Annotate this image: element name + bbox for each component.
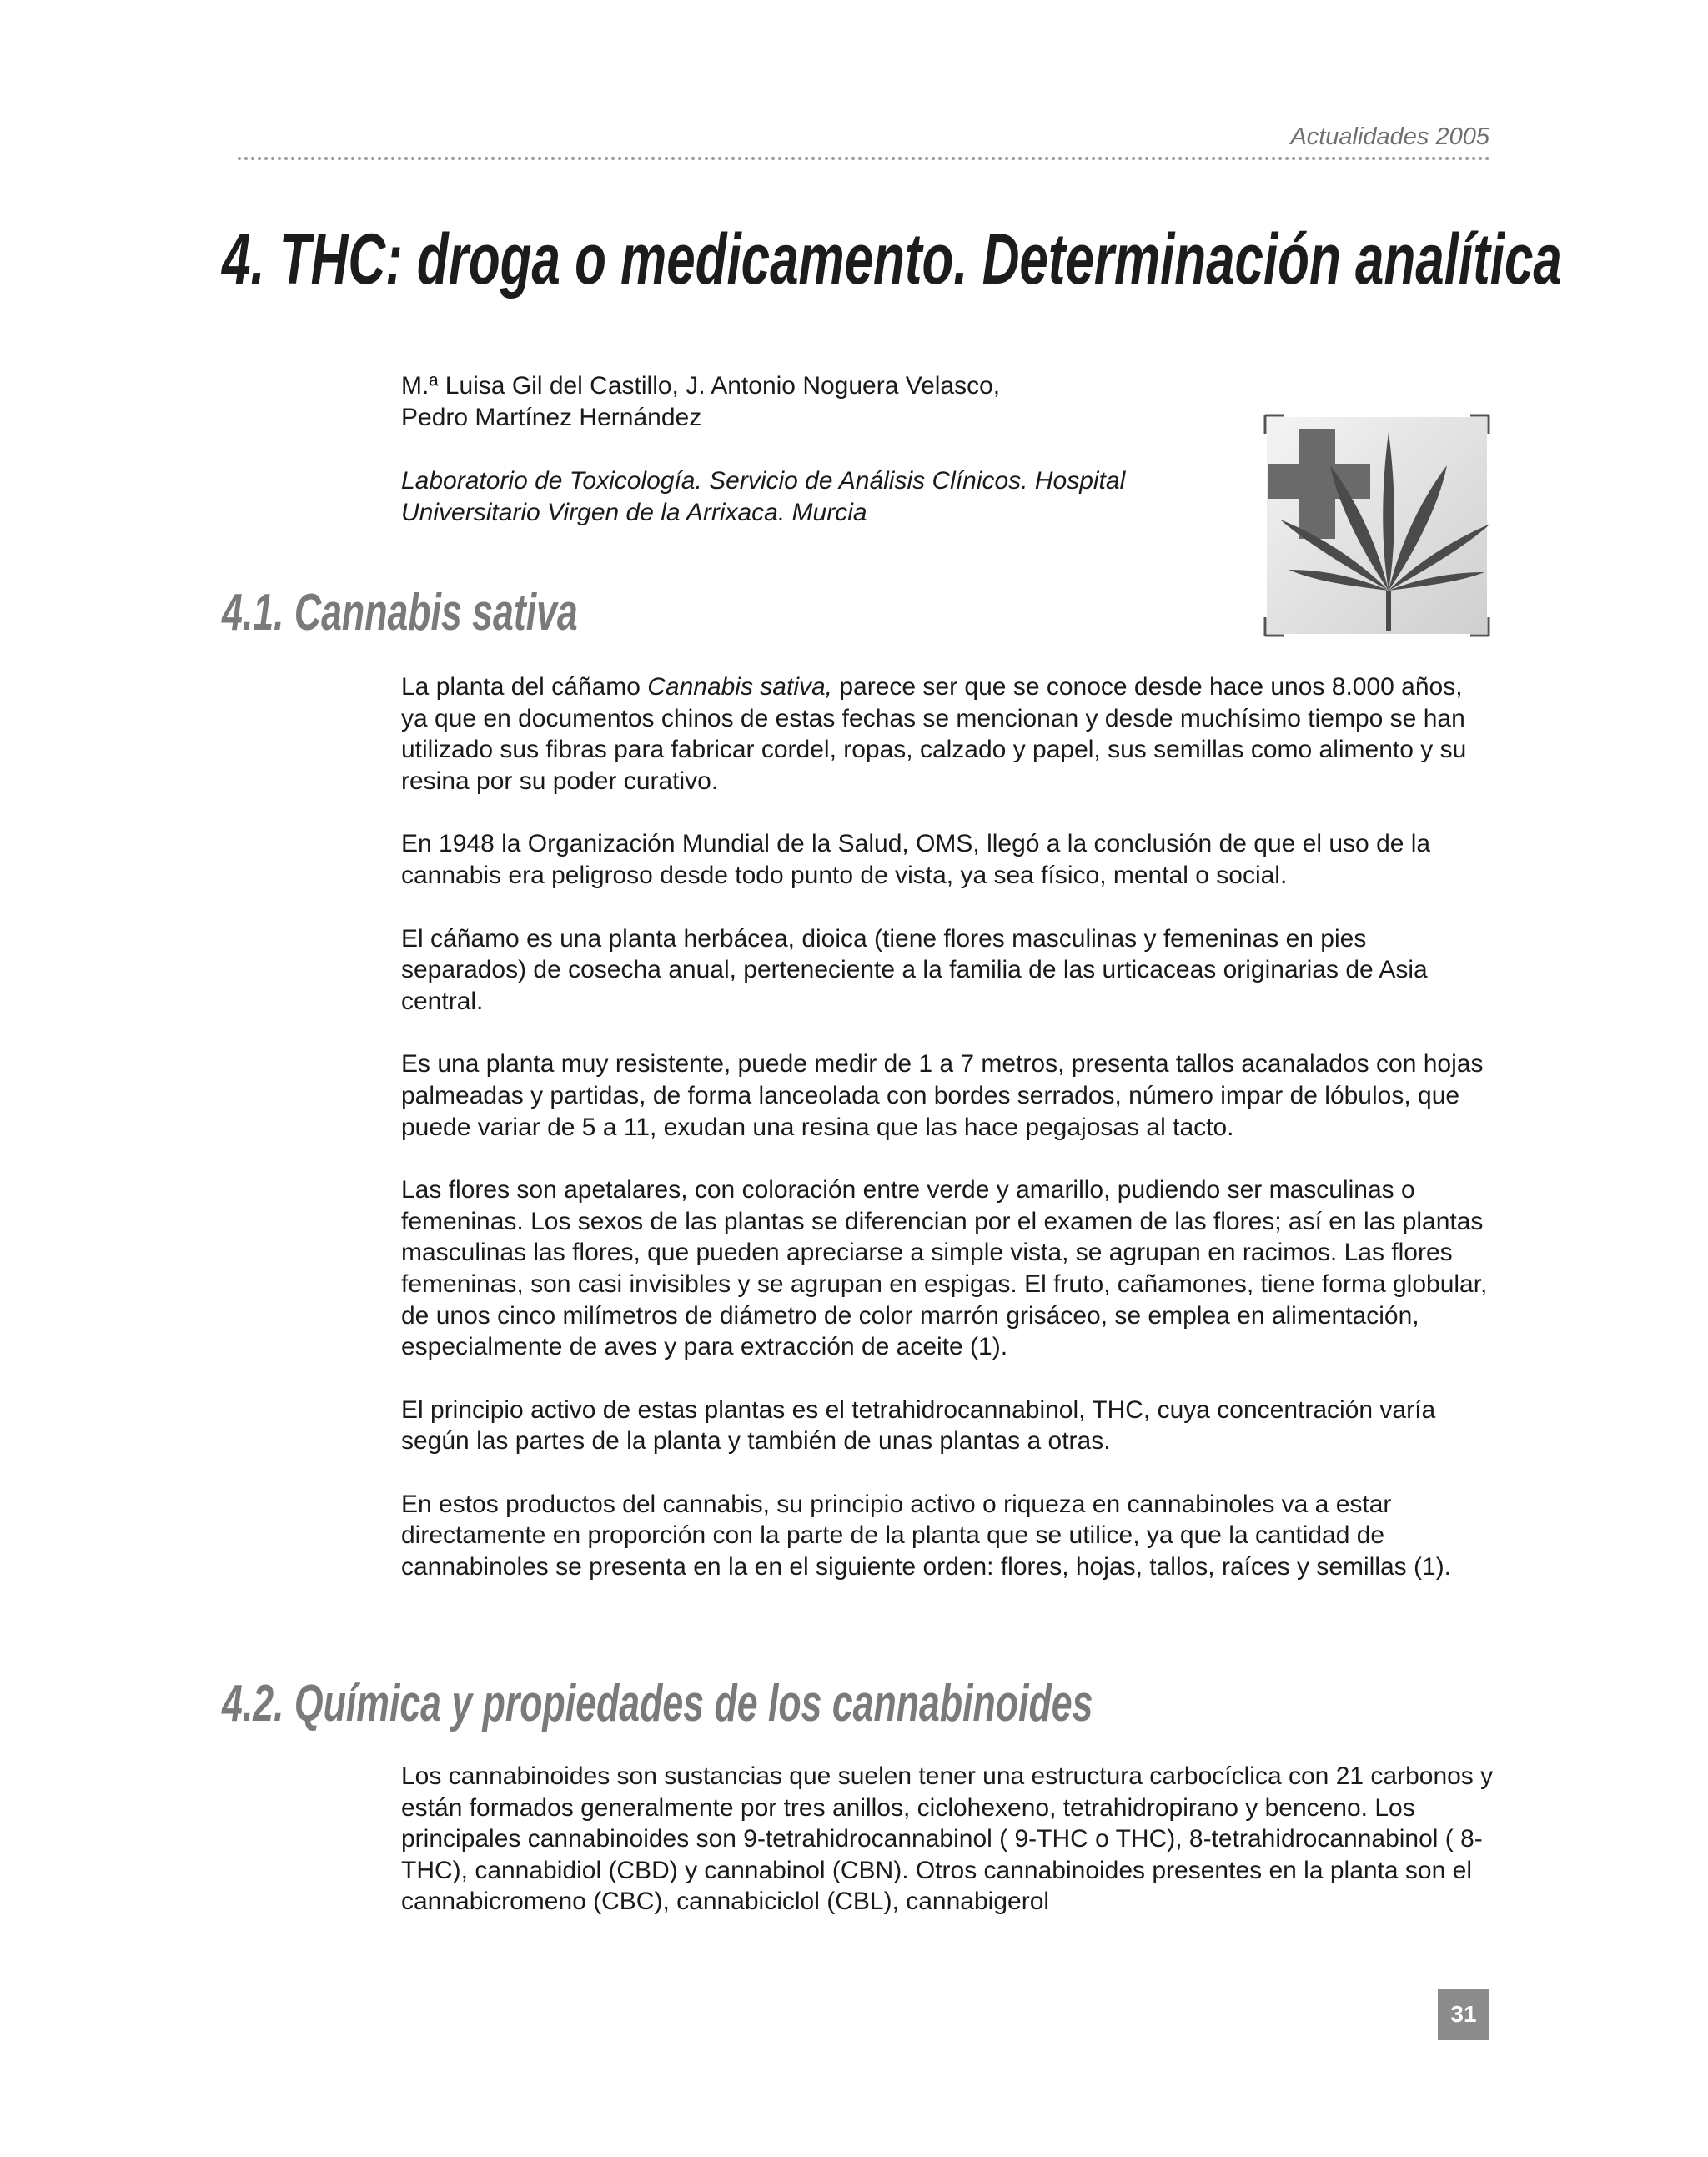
figure-graphic [1263, 414, 1490, 637]
paragraph: En 1948 la Organización Mundial de la Salud, OMS, llegó a la conclusión de que el uso de la cannabis era peligroso desde todo punto de vista, ya sea físico, mental o social. [401, 830, 1431, 889]
running-head: Actualidades 2005 [1290, 123, 1489, 150]
affiliation-line: Universitario Virgen de la Arrixaca. Murcia [401, 499, 867, 526]
paragraph: Los cannabinoides son sustancias que suelen tener una estructura carbocíclica con 21 carbonos y están formados generalmente por tres anillos, ciclohexeno, tetrahidropirano y benceno. Los principales cannabinoides son 9-tetrahidrocannabinol ( 9-THC o THC), 8-tetrahidrocannabinol ( 8-THC), cannabidiol (CBD) y cannabinol (CBN). Otros cannabinoides presentes en la planta son el cannabicromeno (CBC), cannabiciclol (CBL), cannabigerol [401, 1762, 1494, 1916]
chapter-title: 4. THC: droga o medicamento. Determinación analítica [222, 219, 1562, 299]
section-title: 4.2. Química y propiedades de los cannabinoides [222, 1675, 1093, 1732]
dotted-divider [238, 157, 1490, 160]
paragraph-text: La planta del cáñamo [401, 673, 648, 701]
paragraph: El principio activo de estas plantas es el tetrahidrocannabinol, THC, cuya concentración varía según las partes de la planta y también de unas plantas a otras. [401, 1395, 1436, 1456]
section-body [401, 1761, 1494, 1918]
authors-line: M.ª Luisa Gil del Castillo, J. Antonio Noguera Velasco, [401, 372, 1001, 400]
paragraph: En estos productos del cannabis, su principio activo o riqueza en cannabinoles va a estar directamente en proporción con la parte de la planta que se utilice, ya que la cantidad de cannabinoles se presenta en la en el siguiente orden: flores, hojas, tallos, raíces y semillas (1). [401, 1490, 1452, 1581]
authors [401, 370, 1152, 434]
paragraph: Las flores son apetalares, con coloración entre verde y amarillo, pudiendo ser masculinas o femeninas. Los sexos de las plantas se diferencian por el examen de las flores; así en las plantas masculinas las flores, que pueden apreciarse a simple vista, se agrupan en racimos. Las flores femeninas, son casi invisibles y se agrupan en espigas. El fruto, cañamones, tiene forma globular, de unos cinco milímetros de diámetro de color marrón grisáceo, se emplea en alimentación, especialmente de aves y para extracción de aceite (1). [401, 1176, 1488, 1361]
authors-line: Pedro Martínez Hernández [401, 404, 702, 431]
affiliation-line: Laboratorio de Toxicología. Servicio de Análisis Clínicos. Hospital [401, 467, 1126, 495]
paragraph [401, 671, 1494, 797]
species-name: Cannabis sativa, [647, 673, 833, 701]
section-body [401, 671, 1494, 1583]
cross-and-cannabis-leaf-icon [1263, 414, 1490, 637]
affiliation [401, 465, 1235, 529]
paragraph: El cáñamo es una planta herbácea, dioica (tiene flores masculinas y femeninas en pies separados) de cosecha anual, perteneciente a la familia de las urticaceas originarias de Asia central. [401, 924, 1428, 1015]
paragraph: Es una planta muy resistente, puede medir de 1 a 7 metros, presenta tallos acanalados con hojas palmeadas y partidas, de forma lanceolada con bordes serrados, número impar de lóbulos, que puede variar de 5 a 11, exudan una resina que las hace pegajosas al tacto. [401, 1050, 1484, 1141]
section-title: 4.1. Cannabis sativa [222, 584, 578, 641]
paragraph-text: parece ser que se conoce desde hace unos 8.000 años, ya que en documentos chinos de estas fechas se mencionan y desde muchísimo tiempo se han utilizado sus fibras para fabricar cordel, ropas, calzado y papel, sus semillas como alimento y su resina por su poder curativo. [401, 673, 1467, 795]
page-number: 31 [1438, 1989, 1489, 2040]
